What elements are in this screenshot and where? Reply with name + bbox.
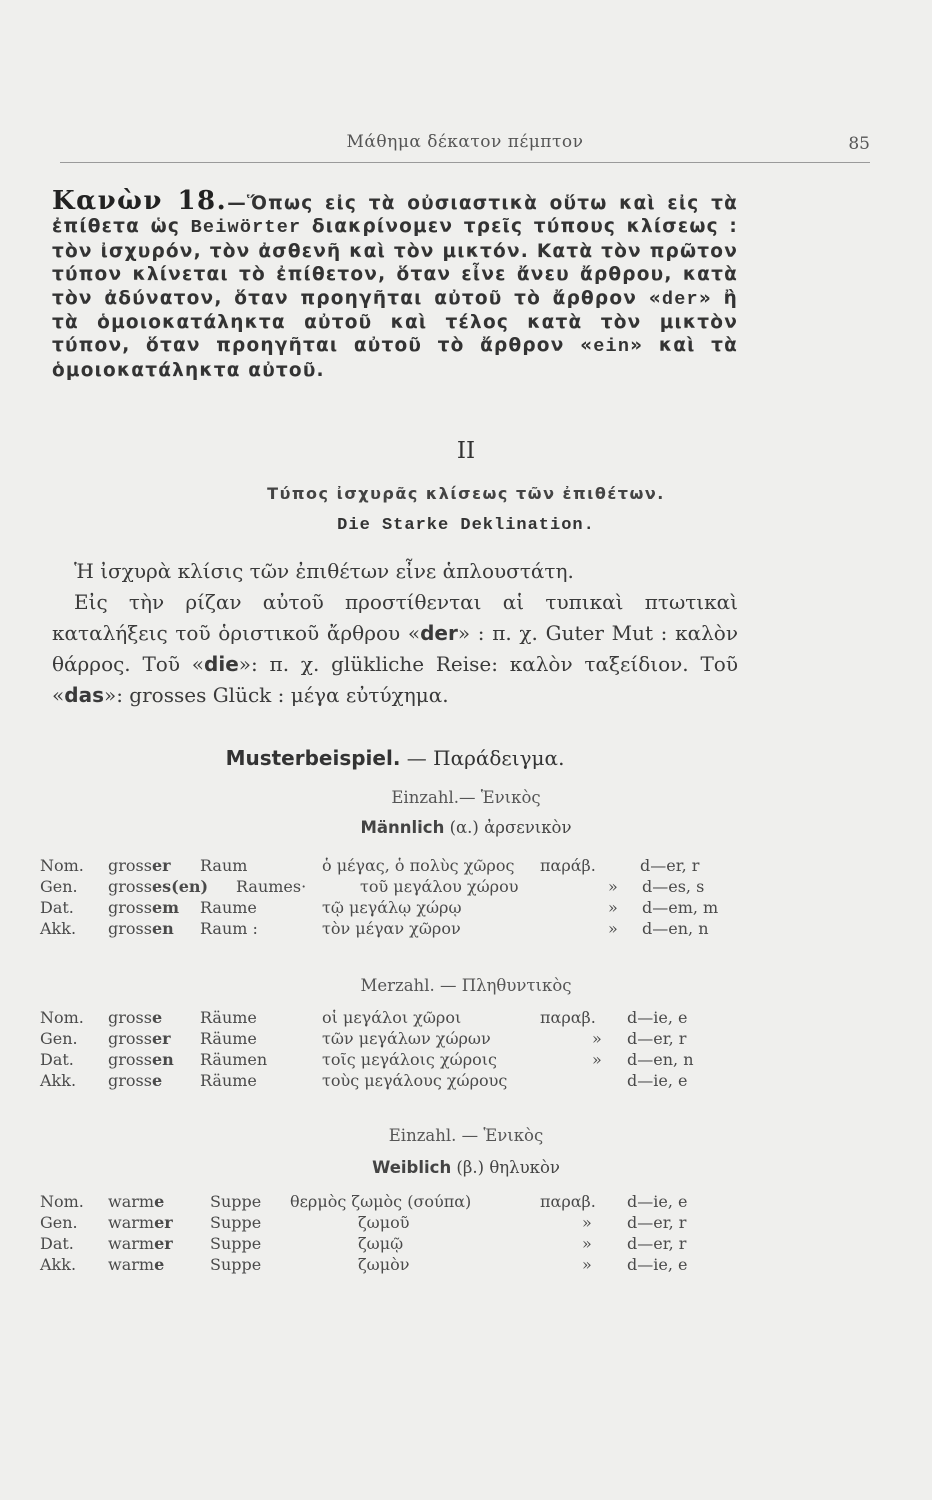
article-ending: d—es, s — [642, 877, 705, 896]
adj-ending: er — [151, 1029, 171, 1048]
greek-translation: τοῦ μεγάλου χώρου — [360, 877, 519, 896]
noun: Räumen — [200, 1050, 268, 1069]
case-label: Nom. — [40, 1008, 84, 1027]
case-label: Akk. — [40, 1255, 77, 1274]
table-row — [40, 856, 740, 877]
example-heading — [52, 746, 738, 770]
case-label: Nom. — [40, 856, 84, 875]
example-label-gr: — Παράδειγμα. — [400, 746, 565, 770]
rule-text: —Ὅπως εἰς τὰ οὐσιαστικὰ οὕτω καὶ εἰς τὰ ἐπίθετα ὡς — [52, 193, 738, 238]
rule-title: Κανὼν 18. — [52, 186, 228, 216]
declension-table-plural — [40, 1008, 740, 1092]
adjective — [108, 1255, 164, 1274]
article-ending: d—ie, e — [627, 1008, 688, 1027]
paragraph — [52, 587, 738, 711]
adj-stem: gross — [108, 1050, 152, 1069]
adj-ending: em — [151, 898, 180, 917]
paragraph: Ἡ ἰσχυρὰ κλίσις τῶν ἐπιθέτων εἶνε ἁπλουστάτη. — [74, 559, 574, 583]
cross-ref: » — [592, 1029, 602, 1048]
table-row — [40, 1071, 740, 1092]
greek-translation: τοὺς μεγάλους χώρους — [322, 1071, 508, 1090]
table-row — [40, 1255, 740, 1276]
article-ending: d—en, n — [642, 919, 709, 938]
rule-term: Beiwörter — [190, 217, 302, 239]
noun: Räume — [200, 1029, 257, 1048]
gender-gr: (β.) θηλυκὸν — [451, 1158, 560, 1177]
rule-paragraph — [52, 186, 738, 382]
adj-ending: e — [154, 1255, 165, 1274]
article-ending: d—er, r — [627, 1029, 687, 1048]
rule-text: διακρίνομεν τρεῖς τύπους κλίσεως : τὸν ἰσχυρόν, τὸν ἀσθενῆ καὶ τὸν μικτόν. Κατὰ τὸν πρῶτον τύπον κλίνεται τὸ ἐπίθετον, ὅταν εἶνε ἄνευ ἄρθρου, κατὰ τὸν ἀδύνατον, ὅταν προηγῆται αὐτοῦ τὸ ἄρθρον « — [52, 216, 738, 309]
noun: Suppe — [210, 1213, 262, 1232]
number-heading: Einzahl. — Ἑνικὸς — [388, 1126, 544, 1145]
table-row — [40, 1213, 740, 1234]
noun: Räume — [200, 1008, 257, 1027]
greek-translation: οἱ μεγάλοι χῶροι — [322, 1008, 462, 1027]
article-ending: d—er, r — [627, 1234, 687, 1253]
noun: Suppe — [210, 1192, 262, 1211]
case-label: Akk. — [40, 919, 77, 938]
section-number: II — [456, 438, 476, 464]
adjective — [108, 1213, 173, 1232]
article-ending: d—en, n — [627, 1050, 694, 1069]
case-label: Nom. — [40, 1192, 84, 1211]
noun: Raumes· — [236, 877, 307, 896]
gender-de: Weiblich — [372, 1158, 452, 1177]
rule-text: » καὶ τὰ ὁμοιοκατάληκτα αὐτοῦ. — [52, 335, 738, 381]
page-number: 85 — [848, 134, 870, 154]
case-label: Dat. — [40, 898, 74, 917]
noun: Räume — [200, 1071, 257, 1090]
adjective — [108, 1050, 174, 1069]
adj-ending: e — [154, 1192, 165, 1211]
article-ending: d—em, m — [642, 898, 719, 917]
table-row — [40, 877, 740, 898]
adj-ending: er — [151, 856, 171, 875]
cross-ref: » — [608, 898, 618, 917]
greek-translation: τὸν μέγαν χῶρον — [322, 919, 461, 938]
adjective — [108, 1029, 171, 1048]
article-die: die — [204, 652, 239, 676]
adj-ending: e — [151, 1008, 163, 1027]
cross-ref: » — [582, 1234, 592, 1253]
table-row — [40, 1008, 740, 1029]
adj-stem: warm — [108, 1234, 155, 1253]
number-heading: Einzahl.— Ἑνικὸς — [391, 788, 541, 807]
adjective — [108, 1192, 164, 1211]
adjective — [108, 1008, 162, 1027]
greek-translation: τῷ μεγάλῳ χώρῳ — [322, 898, 462, 917]
rule-term: ein — [593, 336, 631, 358]
adjective — [108, 1234, 173, 1253]
paragraph-text: »: π. χ. glükliche Reise: καλὸν ταξείδιον. Τοῦ « — [52, 652, 738, 707]
cross-ref: » — [592, 1050, 602, 1069]
declension-table-masculine — [40, 856, 740, 940]
body-text — [52, 556, 738, 711]
adj-stem: warm — [108, 1192, 155, 1211]
gender-gr: (α.) ἀρσενικὸν — [444, 818, 572, 837]
adj-ending: e — [151, 1071, 163, 1090]
section-subtitle: Die Starke Deklination. — [337, 516, 595, 535]
adj-ending: er — [154, 1234, 173, 1253]
noun: Suppe — [210, 1234, 262, 1253]
table-row — [40, 1234, 740, 1255]
rule-term: der — [661, 288, 699, 310]
table-row — [40, 898, 740, 919]
greek-translation: ζωμῷ — [358, 1234, 404, 1253]
number-heading: Merzahl. — Πληθυντικὸς — [360, 976, 572, 995]
header-rule — [60, 162, 870, 163]
cross-ref: » — [582, 1255, 592, 1274]
article-ending: d—er, r — [640, 856, 700, 875]
adj-ending: er — [154, 1213, 173, 1232]
rule-text: » ἢ τὰ ὁμοιοκατάληκτα αὐτοῦ καὶ τέλος κατὰ τὸν μικτὸν τύπον, ὅταν προηγῆται αὐτοῦ τὸ ἄρθρον « — [52, 287, 738, 357]
cross-ref: παραβ. — [540, 1008, 596, 1027]
table-row — [40, 1192, 740, 1213]
noun: Raume — [200, 898, 257, 917]
adj-stem: warm — [108, 1255, 155, 1274]
paragraph-text: »: grosses Glück : μέγα εὐτύχημα. — [103, 683, 449, 707]
adj-stem: gross — [108, 856, 152, 875]
cross-ref: παράβ. — [540, 856, 596, 875]
noun: Raum — [200, 856, 248, 875]
noun: Suppe — [210, 1255, 262, 1274]
case-label: Dat. — [40, 1234, 74, 1253]
greek-translation: ζωμὸν — [358, 1255, 410, 1274]
section-title: Τύπος ἰσχυρᾶς κλίσεως τῶν ἐπιθέτων. — [267, 484, 665, 503]
greek-translation: ὁ μέγας, ὁ πολὺς χῶρος — [322, 856, 515, 875]
gender-de: Männlich — [360, 818, 445, 837]
table-row — [40, 1029, 740, 1050]
table-row — [40, 1050, 740, 1071]
article-ending: d—ie, e — [627, 1071, 688, 1090]
adj-stem: warm — [108, 1213, 155, 1232]
article-das: das — [64, 683, 104, 707]
page-header — [60, 132, 870, 160]
adj-stem: gross — [108, 1071, 152, 1090]
adj-stem: gross — [108, 1029, 152, 1048]
case-label: Dat. — [40, 1050, 74, 1069]
case-label: Akk. — [40, 1071, 77, 1090]
adjective — [108, 856, 171, 875]
adj-stem: gross — [108, 919, 152, 938]
gender-heading — [0, 818, 932, 837]
case-label: Gen. — [40, 1029, 78, 1048]
example-label-de: Musterbeispiel. — [225, 746, 401, 770]
adjective — [108, 1071, 162, 1090]
cross-ref: » — [582, 1213, 592, 1232]
article-der: der — [420, 621, 458, 645]
greek-translation: ζωμοῦ — [358, 1213, 410, 1232]
paragraph-text: » : π. χ. Guter Mut : καλὸν θάρρος. Τοῦ « — [52, 621, 738, 676]
article-ending: d—ie, e — [627, 1255, 688, 1274]
greek-translation: θερμὸς ζωμὸς (σούπα) — [290, 1192, 472, 1211]
adj-ending: en — [151, 919, 174, 938]
adj-stem: gross — [108, 1008, 152, 1027]
article-ending: d—ie, e — [627, 1192, 688, 1211]
adj-ending: en — [151, 1050, 174, 1069]
article-ending: d—er, r — [627, 1213, 687, 1232]
cross-ref: παραβ. — [540, 1192, 596, 1211]
gender-heading — [0, 1158, 932, 1177]
noun: Raum : — [200, 919, 258, 938]
declension-table-feminine — [40, 1192, 740, 1276]
adjective — [108, 877, 208, 896]
greek-translation: τοῖς μεγάλοις χώροις — [322, 1050, 497, 1069]
greek-translation: τῶν μεγάλων χώρων — [322, 1029, 491, 1048]
table-row — [40, 919, 740, 940]
case-label: Gen. — [40, 877, 78, 896]
adjective — [108, 898, 179, 917]
case-label: Gen. — [40, 1213, 78, 1232]
adj-stem: gross — [108, 898, 152, 917]
paragraph-text: Εἰς τὴν ρίζαν αὐτοῦ προστίθενται αἱ τυπικαὶ πτωτικαὶ καταλήξεις τοῦ ὁριστικοῦ ἄρθρου « — [52, 590, 738, 645]
adj-stem: gross — [108, 877, 152, 896]
adjective — [108, 919, 174, 938]
running-head: Μάθημα δέκατον πέμπτον — [346, 132, 584, 152]
cross-ref: » — [608, 919, 618, 938]
cross-ref: » — [608, 877, 618, 896]
adj-ending: es(en) — [151, 877, 209, 896]
